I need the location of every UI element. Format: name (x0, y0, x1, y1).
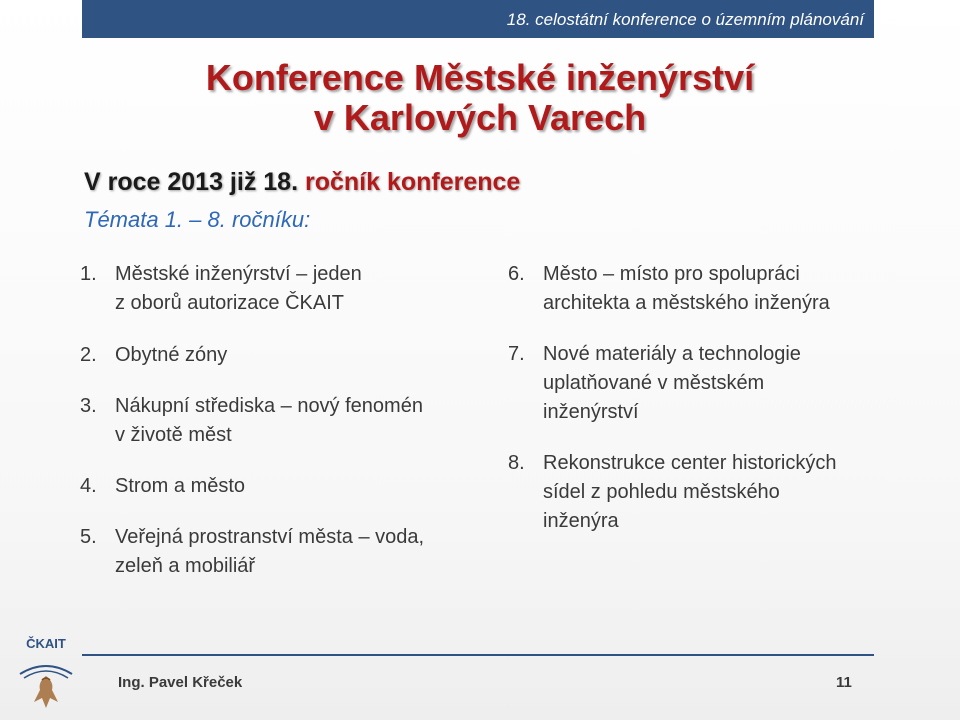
page-number: 11 (836, 674, 852, 691)
subtitle (84, 168, 520, 197)
topics-label: Témata 1. – 8. ročníku: (84, 207, 311, 232)
item-text: inženýra (543, 510, 619, 532)
item-number: 2. (80, 344, 97, 366)
item-number: 8. (508, 452, 525, 474)
item-text: Městské inženýrství – jeden (115, 263, 362, 285)
list-item (508, 340, 908, 427)
item-text: architekta a městského inženýra (543, 292, 830, 314)
list-item (80, 472, 490, 501)
logo-emblem-icon (16, 652, 76, 712)
topics-list-right (508, 260, 908, 536)
list-item (508, 260, 908, 318)
item-number: 6. (508, 263, 525, 285)
list-item (80, 523, 490, 581)
item-number: 5. (80, 526, 97, 548)
item-number: 3. (80, 395, 97, 417)
item-text: Veřejná prostranství města – voda, (115, 526, 425, 548)
item-number: 1. (80, 263, 97, 285)
slide-title-line-1: Konference Městské inženýrství (205, 57, 755, 98)
item-text: Obytné zóny (115, 344, 228, 366)
slide-title (0, 58, 960, 138)
item-text: Nákupní střediska – nový fenomén (115, 395, 423, 417)
header-bar (82, 0, 874, 38)
list-item (80, 392, 490, 450)
conference-name: 18. celostátní konference o územním plánování (506, 10, 864, 29)
subtitle-part-1: V roce 2013 již 18. (84, 168, 299, 196)
item-text: zeleň a mobiliář (115, 555, 256, 577)
ckait-logo (14, 636, 78, 716)
item-text: v životě měst (115, 424, 232, 446)
item-text: z oborů autorizace ČKAIT (115, 292, 344, 314)
list-item (80, 260, 490, 318)
item-text: Nové materiály a technologie (543, 343, 801, 365)
item-text: Strom a město (115, 475, 246, 497)
subtitle-part-2: ročník konference (298, 168, 521, 196)
item-text: Rekonstrukce center historických (543, 452, 837, 474)
logo-text: ČKAIT (26, 636, 66, 651)
item-number: 7. (508, 343, 525, 365)
author-name: Ing. Pavel Křeček (118, 674, 243, 691)
topics-list-left (80, 260, 490, 581)
list-item (80, 341, 490, 370)
item-text: sídel z pohledu městského (543, 481, 780, 503)
footer-divider (82, 654, 874, 656)
list-item (508, 449, 908, 536)
slide-title-line-2: v Karlových Varech (313, 97, 647, 138)
item-text: inženýrství (543, 401, 639, 423)
item-text: Město – místo pro spolupráci (543, 263, 800, 285)
item-number: 4. (80, 475, 97, 497)
item-text: uplatňované v městském (543, 372, 765, 394)
